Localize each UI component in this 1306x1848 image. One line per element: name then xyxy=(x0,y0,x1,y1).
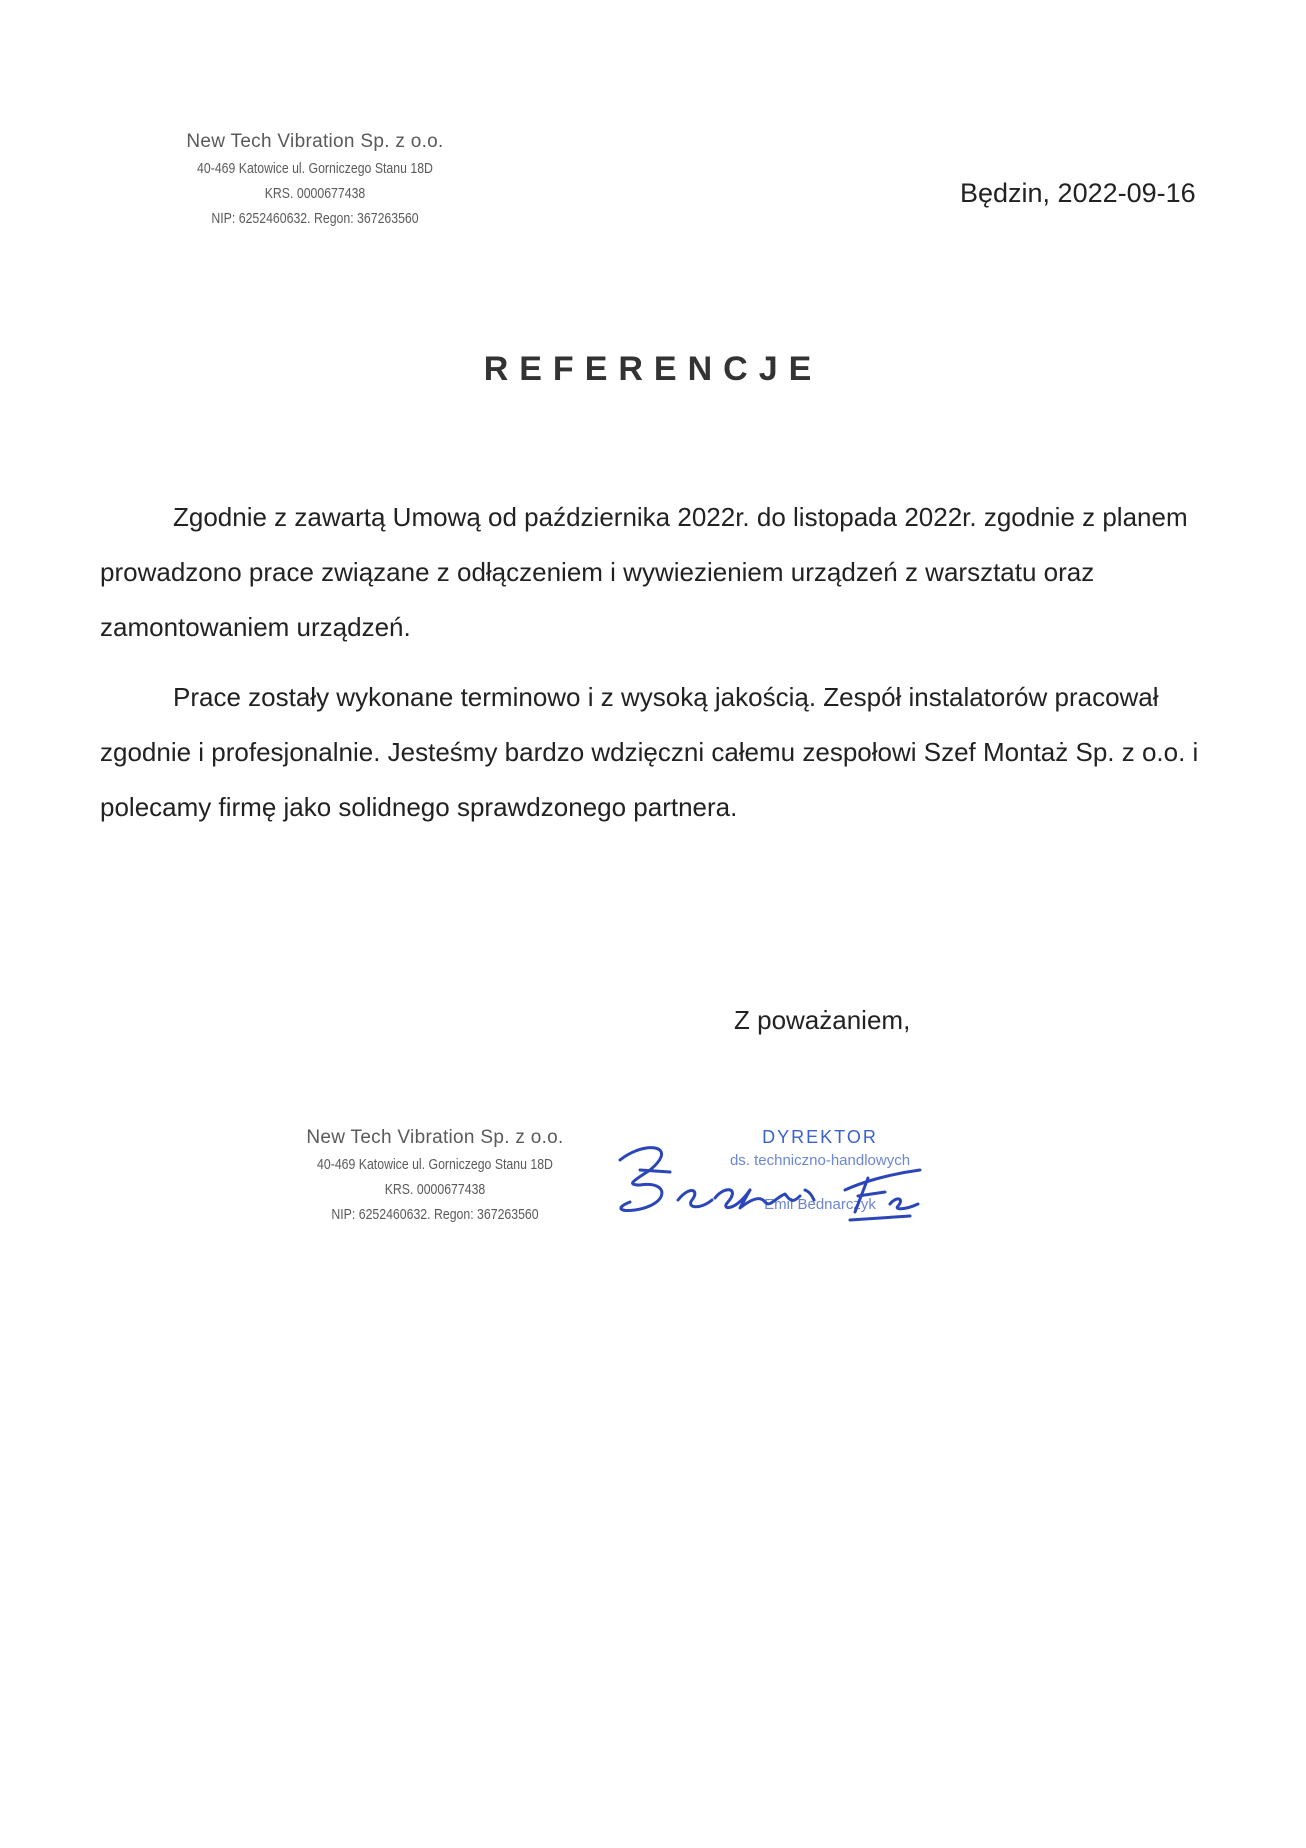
company-stamp-top xyxy=(150,128,480,231)
stamp-nip-regon: NIP: 6252460632. Regon: 367263560 xyxy=(331,1206,539,1223)
stamp-address: 40-469 Katowice ul. Gorniczego Stanu 18D xyxy=(317,1156,553,1173)
body-paragraph-2: Prace zostały wykonane terminowo i z wysoką jakością. Zespół instalatorów pracował zgodnie i profesjonalnie. Jesteśmy bardzo wdzięczni całemu zespołowi Szef Montaż Sp. z o.o. i polecamy firmę jako solidnego sprawdzonego partnera. xyxy=(100,682,1199,822)
director-stamp-department: ds. techniczno-handlowych xyxy=(729,1152,911,1169)
document-date: Będzin, 2022-09-16 xyxy=(960,178,1196,208)
body-paragraph-1: Zgodnie z zawartą Umową od października 2022r. do listopada 2022r. zgodnie z planem prowadzono prace związane z odłączeniem i wywiezieniem urządzeń z warsztatu oraz zamontowaniem urządzeń. xyxy=(100,502,1188,642)
stamp-nip-regon: NIP: 6252460632. Regon: 367263560 xyxy=(211,210,419,227)
company-stamp-bottom xyxy=(270,1124,600,1227)
stamp-krs: KRS. 0000677438 xyxy=(384,1181,486,1198)
handwritten-signature xyxy=(600,1130,960,1240)
stamp-company-name: New Tech Vibration Sp. z o.o. xyxy=(186,131,444,152)
director-stamp-title: DYREKTOR xyxy=(762,1127,878,1147)
stamp-krs: KRS. 0000677438 xyxy=(264,185,366,202)
closing-salutation: Z poważaniem, xyxy=(734,1005,911,1035)
document-title: REFERENCJE xyxy=(483,350,823,388)
stamp-address: 40-469 Katowice ul. Gorniczego Stanu 18D xyxy=(197,160,433,177)
director-stamp-name: Emil Bednarczyk xyxy=(764,1196,876,1213)
stamp-company-name: New Tech Vibration Sp. z o.o. xyxy=(306,1127,564,1148)
